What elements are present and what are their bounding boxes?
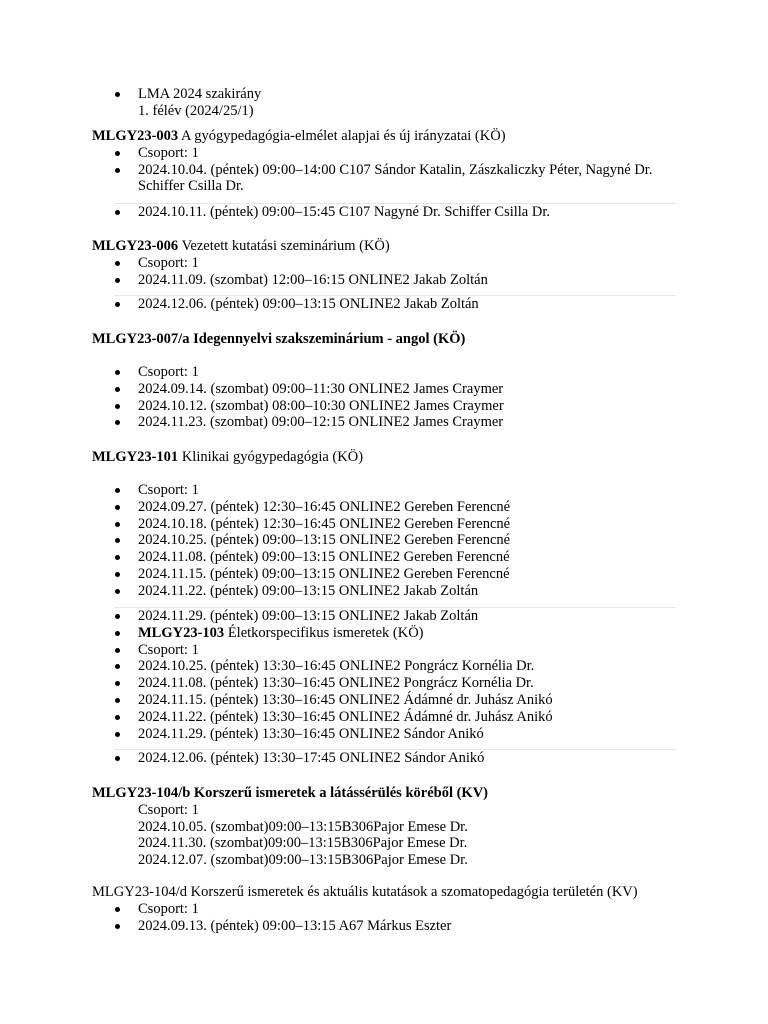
course-mlgy23-101-list [0, 482, 768, 600]
session-item: 2024.10.18. (péntek) 12:30–16:45 ONLINE2 Gereben Ferencné [0, 516, 678, 533]
session-item: 2024.11.09. (szombat) 12:00–16:15 ONLINE2 Jakab Zoltán [0, 272, 678, 289]
course-mlgy23-003-more [0, 204, 768, 221]
session-item: 2024.10.25. (péntek) 09:00–13:15 ONLINE2 Gereben Ferencné [0, 532, 678, 549]
session-item: 2024.11.22. (péntek) 13:30–16:45 ONLINE2 Ádámné dr. Juhász Anikó [0, 709, 678, 726]
course-mlgy23-003 [0, 128, 768, 195]
course-heading [0, 331, 692, 348]
session-item: 2024.11.29. (péntek) 13:30–16:45 ONLINE2 Sándor Anikó [0, 726, 678, 743]
course-heading-text: MLGY23-007/a Idegennyelvi szakszeminárium - angol (KÖ) [92, 331, 466, 347]
course-title: A gyógypedagógia-elmélet alapjai és új irányzatai (KÖ) [181, 128, 506, 144]
course-mlgy23-101 [0, 449, 768, 466]
course-heading-mlgy23-103 [0, 625, 678, 642]
course-code: MLGY23-003 [92, 128, 179, 144]
course-code: MLGY23-006 [92, 238, 179, 254]
course-heading [0, 238, 692, 255]
course-heading: MLGY23-104/d Korszerű ismeretek és aktuális kutatások a szomatopedagógia területén (KV) [92, 884, 638, 900]
session-item: 2024.09.27. (péntek) 12:30–16:45 ONLINE2 Gereben Ferencné [0, 499, 678, 516]
session-item: 2024.10.11. (péntek) 09:00–15:45 C107 Nagyné Dr. Schiffer Csilla Dr. [0, 204, 678, 221]
course-heading-text: MLGY23-104/b Korszerű ismeretek a látássérülés köréből (KV) [92, 785, 489, 801]
program-title: LMA 2024 szakirány [0, 86, 678, 103]
session-item: 2024.12.06. (péntek) 09:00–13:15 ONLINE2 Jakab Zoltán [0, 296, 678, 313]
program-header [0, 86, 768, 120]
course-mlgy23-101-more [0, 608, 768, 742]
session-item: 2024.09.13. (péntek) 09:00–13:15 A67 Márkus Eszter [0, 918, 678, 935]
course-heading [0, 449, 692, 466]
course-mlgy23-104b [0, 785, 768, 869]
course-mlgy23-104d [0, 884, 768, 934]
session-item: 2024.11.08. (péntek) 13:30–16:45 ONLINE2 Pongrácz Kornélia Dr. [0, 675, 678, 692]
session-item: 2024.11.15. (péntek) 09:00–13:15 ONLINE2 Gereben Ferencné [0, 566, 678, 583]
group-label: Csoport: 1 [0, 145, 678, 162]
course-mlgy23-103-more [0, 750, 768, 767]
course-title: Klinikai gyógypedagógia (KÖ) [181, 449, 364, 465]
semester-label: 1. félév (2024/25/1) [138, 102, 254, 119]
course-mlgy23-006 [0, 238, 768, 288]
session-item: 2024.11.15. (péntek) 13:30–16:45 ONLINE2 Ádámné dr. Juhász Anikó [0, 692, 678, 709]
session-item: 2024.12.07. (szombat)09:00–13:15B306Pajor Emese Dr. [138, 852, 468, 869]
session-item: 2024.09.14. (szombat) 09:00–11:30 ONLINE2 James Craymer [0, 381, 678, 398]
group-label: Csoport: 1 [138, 801, 199, 818]
group-label: Csoport: 1 [0, 364, 678, 381]
session-item: 2024.11.29. (péntek) 09:00–13:15 ONLINE2 Jakab Zoltán [0, 608, 678, 625]
session-item: 2024.10.04. (péntek) 09:00–14:00 C107 Sándor Katalin, Zászkaliczky Péter, Nagyné Dr. Schiffer Csilla Dr. [0, 162, 678, 196]
group-label: Csoport: 1 [0, 901, 678, 918]
course-title: Életkorspecifikus ismeretek (KÖ) [227, 624, 424, 641]
session-item: 2024.12.06. (péntek) 13:30–17:45 ONLINE2 Sándor Anikó [0, 750, 678, 767]
group-label: Csoport: 1 [0, 482, 678, 499]
session-item: 2024.11.08. (péntek) 09:00–13:15 ONLINE2 Gereben Ferencné [0, 549, 678, 566]
course-mlgy23-006-more [0, 296, 768, 313]
course-code: MLGY23-103 [138, 624, 225, 641]
session-item: 2024.11.22. (péntek) 09:00–13:15 ONLINE2 Jakab Zoltán [0, 583, 678, 600]
course-title: Vezetett kutatási szeminárium (KÖ) [181, 238, 390, 254]
course-mlgy23-007a-list [0, 364, 768, 431]
group-label: Csoport: 1 [0, 255, 678, 272]
course-heading [0, 785, 692, 802]
session-item: 2024.11.30. (szombat)09:00–13:15B306Pajor Emese Dr. [138, 835, 468, 852]
session-item: 2024.10.05. (szombat)09:00–13:15B306Pajor Emese Dr. [138, 818, 468, 835]
session-item: 2024.11.23. (szombat) 09:00–12:15 ONLINE2 James Craymer [0, 414, 678, 431]
group-label: Csoport: 1 [0, 642, 678, 659]
session-item: 2024.10.25. (péntek) 13:30–16:45 ONLINE2 Pongrácz Kornélia Dr. [0, 658, 678, 675]
session-item: 2024.10.12. (szombat) 08:00–10:30 ONLINE2 James Craymer [0, 398, 678, 415]
course-heading [0, 128, 692, 145]
course-code: MLGY23-101 [92, 449, 179, 465]
course-mlgy23-007a [0, 331, 768, 348]
